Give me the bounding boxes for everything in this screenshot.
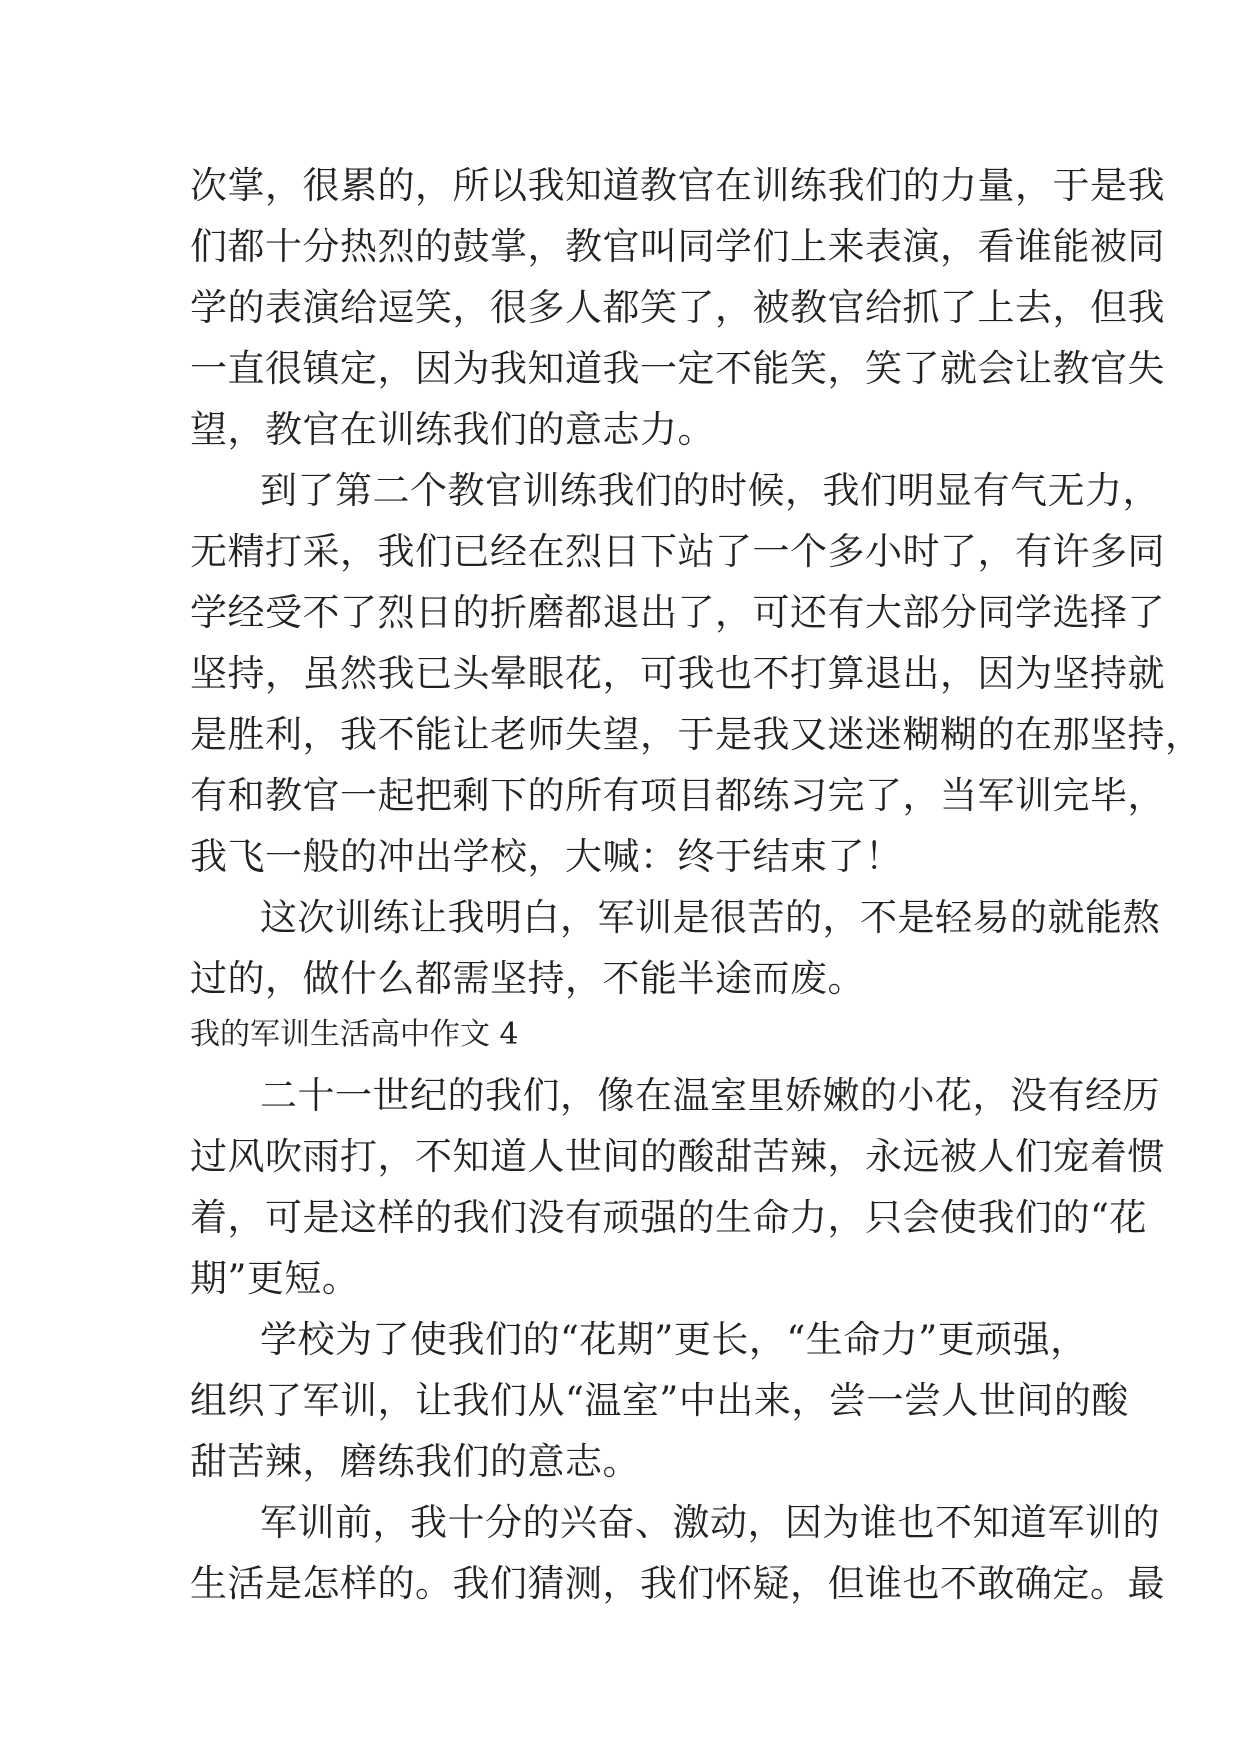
text-line: 一直很镇定，因为我知道我一定不能笑，笑了就会让教官失 [190,347,1165,390]
text-line: 是胜利，我不能让老师失望，于是我又迷迷糊糊的在那坚持， [190,713,1203,756]
text-line: 期”更短。 [190,1257,360,1300]
text-line: 过的，做什么都需坚持，不能半途而废。 [190,957,865,1000]
text-line: 甜苦辣，磨练我们的意志。 [190,1440,640,1483]
text-line: 坚持，虽然我已头晕眼花，可我也不打算退出，因为坚持就 [190,652,1165,695]
text-line: 生活是怎样的。我们猜测，我们怀疑，但谁也不敢确定。最 [190,1562,1165,1605]
text-line: 我飞一般的冲出学校，大喊：终于结束了！ [190,835,903,878]
text-line: 组织了军训，让我们从“温室”中出来，尝一尝人世间的酸 [190,1379,1129,1422]
paragraph-first-line: 到了第二个教官训练我们的时候，我们明显有气无力， [260,469,1160,512]
text-line: 学的表演给逗笑，很多人都笑了，被教官给抓了上去，但我 [190,286,1165,329]
paragraph-first-line: 二十一世纪的我们，像在温室里娇嫩的小花，没有经历 [260,1074,1160,1117]
text-line: 学经受不了烈日的折磨都退出了，可还有大部分同学选择了 [190,591,1165,634]
paragraph-first-line: 学校为了使我们的“花期”更长，“生命力”更顽强， [260,1318,1088,1361]
paragraph-first-line: 军训前，我十分的兴奋、激动，因为谁也不知道军训的 [260,1501,1160,1544]
section-heading: 我的军训生活高中作文 4 [190,1017,519,1052]
text-line: 们都十分热烈的鼓掌，教官叫同学们上来表演，看谁能被同 [190,225,1165,268]
text-line: 望，教官在训练我们的意志力。 [190,408,715,451]
text-line: 有和教官一起把剩下的所有项目都练习完了，当军训完毕， [190,774,1165,817]
text-line: 过风吹雨打，不知道人世间的酸甜苦辣，永远被人们宠着惯 [190,1135,1165,1178]
text-line: 无精打采，我们已经在烈日下站了一个多小时了，有许多同 [190,530,1165,573]
paragraph-first-line: 这次训练让我明白，军训是很苦的，不是轻易的就能熬 [260,896,1160,939]
text-line: 次掌，很累的，所以我知道教官在训练我们的力量，于是我 [190,164,1165,207]
text-line: 着，可是这样的我们没有顽强的生命力，只会使我们的“花 [190,1196,1147,1239]
